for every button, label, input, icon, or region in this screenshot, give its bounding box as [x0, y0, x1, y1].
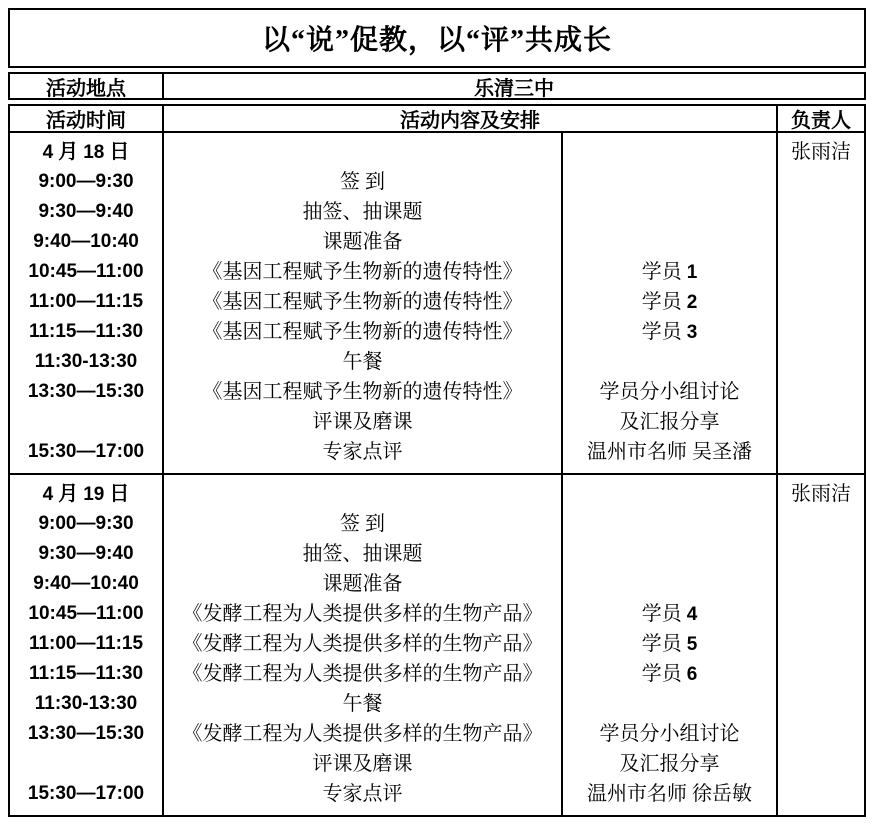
title-row: [8, 8, 866, 68]
time-cell: 15:30—17:00: [27, 441, 145, 462]
note-cell: 学员分小组讨论: [599, 723, 740, 745]
schedule-section-day2: [8, 473, 866, 817]
time-cell: 11:00—11:15: [28, 633, 144, 654]
note-cell: 及汇报分享: [619, 753, 720, 775]
schedule-document: [8, 8, 866, 817]
page-title: 以“说”促教，以“评”共成长: [261, 25, 612, 56]
content-column: [162, 475, 561, 815]
number-text: 5: [686, 634, 698, 655]
note-cell: [563, 569, 776, 599]
column-header-row: [8, 104, 866, 133]
manager-column: [776, 475, 864, 815]
time-cell: 9:30—9:40: [38, 201, 134, 222]
content-cell: [164, 479, 561, 509]
manager-spacer: [778, 539, 864, 569]
time-cell: 9:00—9:30: [38, 513, 134, 534]
date-cell: 4 月 19 日: [42, 483, 130, 505]
manager-spacer: [778, 407, 864, 437]
content-cell: 《基因工程赋予生物新的遗传特性》: [202, 291, 523, 313]
content-cell: 《基因工程赋予生物新的遗传特性》: [202, 381, 523, 403]
time-cell: 13:30—15:30: [27, 381, 145, 402]
content-cell: 评课及磨课: [312, 411, 413, 433]
time-column: [10, 475, 162, 815]
note-column: [561, 475, 776, 815]
note-cell: 学员 4: [641, 603, 698, 625]
time-cell: [10, 407, 162, 437]
manager-spacer: [778, 377, 864, 407]
manager-spacer: [778, 659, 864, 689]
number-text: 3: [686, 322, 698, 343]
content-cell: 午餐: [342, 351, 383, 373]
note-cell: 温州市名师 徐岳敏: [587, 783, 752, 805]
content-cell: 课题准备: [322, 231, 403, 253]
manager-spacer: [778, 779, 864, 809]
content-cell: 《发酵工程为人类提供多样的生物产品》: [182, 603, 543, 625]
content-cell: 抽签、抽课题: [302, 201, 423, 223]
content-cell: 专家点评: [322, 441, 403, 463]
number-text: 6: [686, 664, 698, 685]
number-text: 18: [83, 142, 105, 163]
location-row: [8, 72, 866, 100]
manager-spacer: [778, 317, 864, 347]
manager-spacer: [778, 569, 864, 599]
time-cell: 9:40—10:40: [33, 573, 139, 594]
note-cell: [563, 167, 776, 197]
time-cell: 11:30-13:30: [34, 693, 138, 714]
note-cell: [563, 689, 776, 719]
time-column-header: 活动时间: [46, 110, 126, 131]
note-cell: [563, 347, 776, 377]
time-cell: 10:45—11:00: [28, 261, 144, 282]
note-cell: 学员 1: [641, 261, 698, 283]
number-text: 19: [83, 484, 105, 505]
note-cell: 学员 2: [641, 291, 698, 313]
manager-spacer: [778, 599, 864, 629]
note-cell: [563, 197, 776, 227]
manager-cell: 张雨洁: [791, 141, 851, 163]
time-cell: 11:00—11:15: [28, 291, 144, 312]
manager-cell: 张雨洁: [791, 483, 851, 505]
manager-spacer: [778, 689, 864, 719]
manager-spacer: [778, 197, 864, 227]
time-cell: 10:45—11:00: [28, 603, 144, 624]
content-cell: 抽签、抽课题: [302, 543, 423, 565]
content-cell: 《基因工程赋予生物新的遗传特性》: [202, 261, 523, 283]
time-cell: [10, 749, 162, 779]
content-cell: 《发酵工程为人类提供多样的生物产品》: [182, 663, 543, 685]
manager-column-header: 负责人: [776, 106, 864, 131]
note-column: [561, 133, 776, 473]
content-cell: [164, 137, 561, 167]
number-text: 2: [686, 292, 698, 313]
note-cell: 学员 3: [641, 321, 698, 343]
note-cell: 学员 5: [641, 633, 698, 655]
content-cell: 《发酵工程为人类提供多样的生物产品》: [182, 633, 543, 655]
content-column-header: 活动内容及安排: [162, 106, 776, 131]
manager-spacer: [778, 167, 864, 197]
manager-spacer: [778, 287, 864, 317]
schedule-section-day1: [8, 131, 866, 475]
time-cell: 11:15—11:30: [28, 663, 144, 684]
manager-spacer: [778, 629, 864, 659]
content-cell: 签 到: [340, 513, 385, 535]
manager-spacer: [778, 227, 864, 257]
note-cell: [563, 227, 776, 257]
content-cell: 签 到: [340, 171, 385, 193]
manager-spacer: [778, 437, 864, 467]
manager-spacer: [778, 347, 864, 377]
time-cell: 9:40—10:40: [33, 231, 139, 252]
manager-spacer: [778, 257, 864, 287]
number-text: 4: [686, 604, 698, 625]
time-cell: 15:30—17:00: [27, 783, 145, 804]
time-cell: 13:30—15:30: [27, 723, 145, 744]
content-cell: 午餐: [342, 693, 383, 715]
content-cell: 《发酵工程为人类提供多样的生物产品》: [182, 723, 543, 745]
note-cell: 温州市名师 吴圣潘: [587, 441, 752, 463]
note-cell: 及汇报分享: [619, 411, 720, 433]
location-label: 活动地点: [46, 77, 126, 98]
content-cell: 专家点评: [322, 783, 403, 805]
manager-column: [776, 133, 864, 473]
manager-spacer: [778, 749, 864, 779]
time-cell: 9:00—9:30: [38, 171, 134, 192]
content-cell: 《基因工程赋予生物新的遗传特性》: [202, 321, 523, 343]
time-cell: 9:30—9:40: [38, 543, 134, 564]
note-cell: [563, 539, 776, 569]
content-cell: 课题准备: [322, 573, 403, 595]
time-cell: 11:15—11:30: [28, 321, 144, 342]
note-cell: [563, 509, 776, 539]
date-cell: 4 月 18 日: [42, 141, 130, 163]
content-cell: 评课及磨课: [312, 753, 413, 775]
number-text: 1: [686, 262, 698, 283]
time-column: [10, 133, 162, 473]
number-text: 4: [42, 142, 54, 163]
note-cell: [563, 137, 776, 167]
note-cell: 学员 6: [641, 663, 698, 685]
note-cell: 学员分小组讨论: [599, 381, 740, 403]
manager-spacer: [778, 509, 864, 539]
time-cell: 11:30-13:30: [34, 351, 138, 372]
location-value: 乐清三中: [162, 74, 864, 98]
content-column: [162, 133, 561, 473]
manager-spacer: [778, 719, 864, 749]
note-cell: [563, 479, 776, 509]
number-text: 4: [42, 484, 54, 505]
